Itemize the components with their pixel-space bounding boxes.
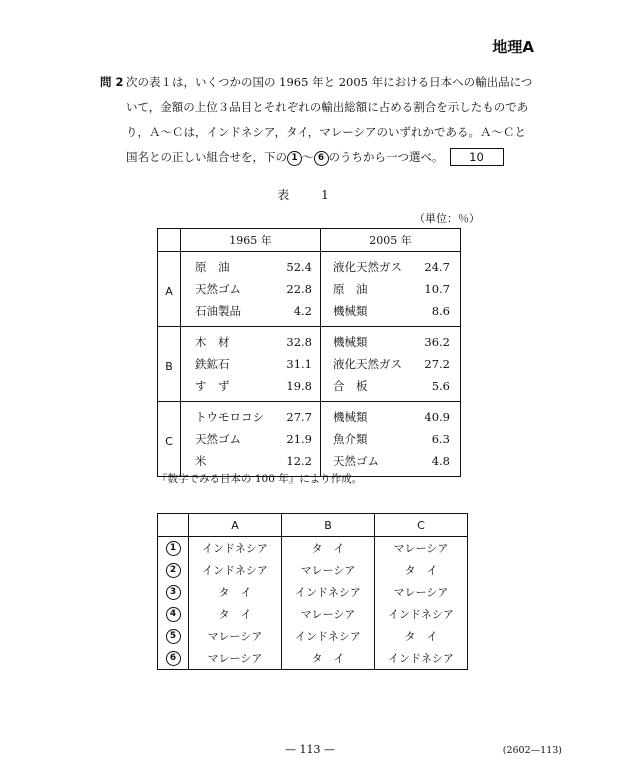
table-header-row (158, 229, 461, 252)
choice-number-cell (158, 537, 189, 560)
choice-country-c: タ イ (375, 559, 468, 581)
item-2005: 機械類 (332, 410, 368, 424)
value-1965: 52.4 (280, 252, 321, 279)
question-text (126, 70, 540, 170)
table-row (158, 300, 461, 327)
export-table (157, 228, 461, 477)
choice-country-a: インドネシア (189, 537, 282, 560)
choice-row (158, 537, 468, 560)
item-1965: 天然ゴム (195, 432, 241, 446)
choice-country-a: インドネシア (189, 559, 282, 581)
item-2005: 魚介類 (332, 432, 368, 446)
item-1965: 天然ゴム (195, 282, 241, 296)
col-header-b: B (282, 514, 375, 537)
choice-number-circle: 4 (166, 607, 181, 622)
choice-row (158, 625, 468, 647)
header-blank-cell (158, 229, 181, 252)
subject-title: 地理A (492, 38, 534, 56)
choice-country-c: マレーシア (375, 537, 468, 560)
choice-number-circle: 3 (166, 585, 181, 600)
choice-country-b: タ イ (282, 537, 375, 560)
value-1965: 32.8 (280, 327, 321, 354)
choice-number-cell (158, 603, 189, 625)
choice-country-b: マレーシア (282, 603, 375, 625)
table-row (158, 375, 461, 402)
choice-country-b: マレーシア (282, 559, 375, 581)
item-1965: 木 材 (195, 335, 230, 349)
item-2005: 天然ゴム (320, 450, 417, 477)
header-blank-cell (158, 514, 189, 537)
choice-number-circle: 5 (166, 629, 181, 644)
item-1965: 石油製品 (181, 300, 280, 327)
choice-number-circle: 6 (314, 151, 329, 166)
choice-number-circle: 1 (166, 541, 181, 556)
item-1965: トウモロコシ (195, 410, 264, 424)
table-title: 表 1 (277, 188, 343, 202)
item-2005: 液化天然ガス (332, 357, 402, 371)
value-2005: 40.9 (418, 402, 461, 429)
choice-country-b: インドネシア (282, 625, 375, 647)
table-row (158, 252, 461, 279)
question-number: 問 2 (100, 75, 124, 89)
value-2005: 4.8 (418, 450, 461, 477)
answer-choices-table (157, 513, 468, 670)
question-block (100, 70, 540, 170)
item-1965: す ず (181, 375, 280, 402)
country-label: C (158, 402, 181, 477)
value-1965: 4.2 (280, 300, 321, 327)
choice-row (158, 581, 468, 603)
value-1965: 27.7 (280, 402, 321, 429)
choice-row (158, 559, 468, 581)
value-1965: 21.9 (280, 428, 321, 450)
item-2005: 原 油 (332, 282, 368, 296)
value-2005: 27.2 (418, 353, 461, 375)
question-line: いて，金額の上位３品目とそれぞれの輸出総額に占める割合を示したものであ (126, 100, 529, 114)
choice-number-cell (158, 647, 189, 670)
choice-country-c: タ イ (375, 625, 468, 647)
col-header-2005: 2005 年 (320, 229, 460, 252)
choice-number-circle: 2 (166, 563, 181, 578)
item-2005: 液化天然ガス (332, 260, 402, 274)
value-2005: 36.2 (418, 327, 461, 354)
choice-country-a: タ イ (189, 581, 282, 603)
item-2005: 機械類 (320, 300, 417, 327)
choice-country-b: インドネシア (282, 581, 375, 603)
item-1965: 原 油 (195, 260, 230, 274)
country-label: A (158, 252, 181, 327)
choice-row (158, 647, 468, 670)
table-row (158, 327, 461, 354)
table-row (158, 278, 461, 300)
choice-country-a: マレーシア (189, 625, 282, 647)
choices-header-row (158, 514, 468, 537)
choice-country-b: タ イ (282, 647, 375, 670)
table-row (158, 428, 461, 450)
choice-country-c: マレーシア (375, 581, 468, 603)
country-label: B (158, 327, 181, 402)
table-row (158, 353, 461, 375)
value-1965: 31.1 (280, 353, 321, 375)
col-header-a: A (189, 514, 282, 537)
value-1965: 22.8 (280, 278, 321, 300)
choice-country-a: マレーシア (189, 647, 282, 670)
question-line-part: 国名との正しい組合せを，下の (126, 150, 287, 164)
choice-number-circle: 1 (287, 151, 302, 166)
answer-number-box: 10 (450, 148, 504, 166)
question-line: 次の表１は，いくつかの国の 1965 年と 2005 年における日本への輸出品につ (126, 75, 533, 89)
range-separator: ～ (302, 150, 314, 164)
col-header-1965: 1965 年 (181, 229, 321, 252)
choice-number-cell (158, 559, 189, 581)
choice-number-cell (158, 625, 189, 647)
value-2005: 8.6 (418, 300, 461, 327)
question-line-part: のうちから一つ選べ。 (328, 150, 444, 164)
value-1965: 19.8 (280, 375, 321, 402)
choice-number-circle: 6 (166, 651, 181, 666)
page-code: (2602—113) (502, 745, 562, 756)
col-header-c: C (375, 514, 468, 537)
item-1965: 米 (181, 450, 280, 477)
value-2005: 10.7 (418, 278, 461, 300)
value-2005: 5.6 (418, 375, 461, 402)
item-2005: 機械類 (332, 335, 368, 349)
question-line-last (126, 145, 540, 170)
choice-country-c: インドネシア (375, 647, 468, 670)
choice-country-c: インドネシア (375, 603, 468, 625)
value-1965: 12.2 (280, 450, 321, 477)
item-1965: 鉄鉱石 (195, 357, 230, 371)
table-row (158, 402, 461, 429)
choice-number-cell (158, 581, 189, 603)
source-note: 『数字でみる日本の 100 年』により作成。 (157, 473, 363, 485)
page-number: — 113 — (285, 743, 335, 756)
value-2005: 24.7 (418, 252, 461, 279)
choice-country-a: タ イ (189, 603, 282, 625)
choice-row (158, 603, 468, 625)
value-2005: 6.3 (418, 428, 461, 450)
item-2005: 合 板 (320, 375, 417, 402)
unit-label: （単位：％） (414, 212, 480, 225)
question-line: り，Ａ～Ｃは，インドネシア，タイ，マレーシアのいずれかである。Ａ～Ｃと (126, 125, 526, 139)
